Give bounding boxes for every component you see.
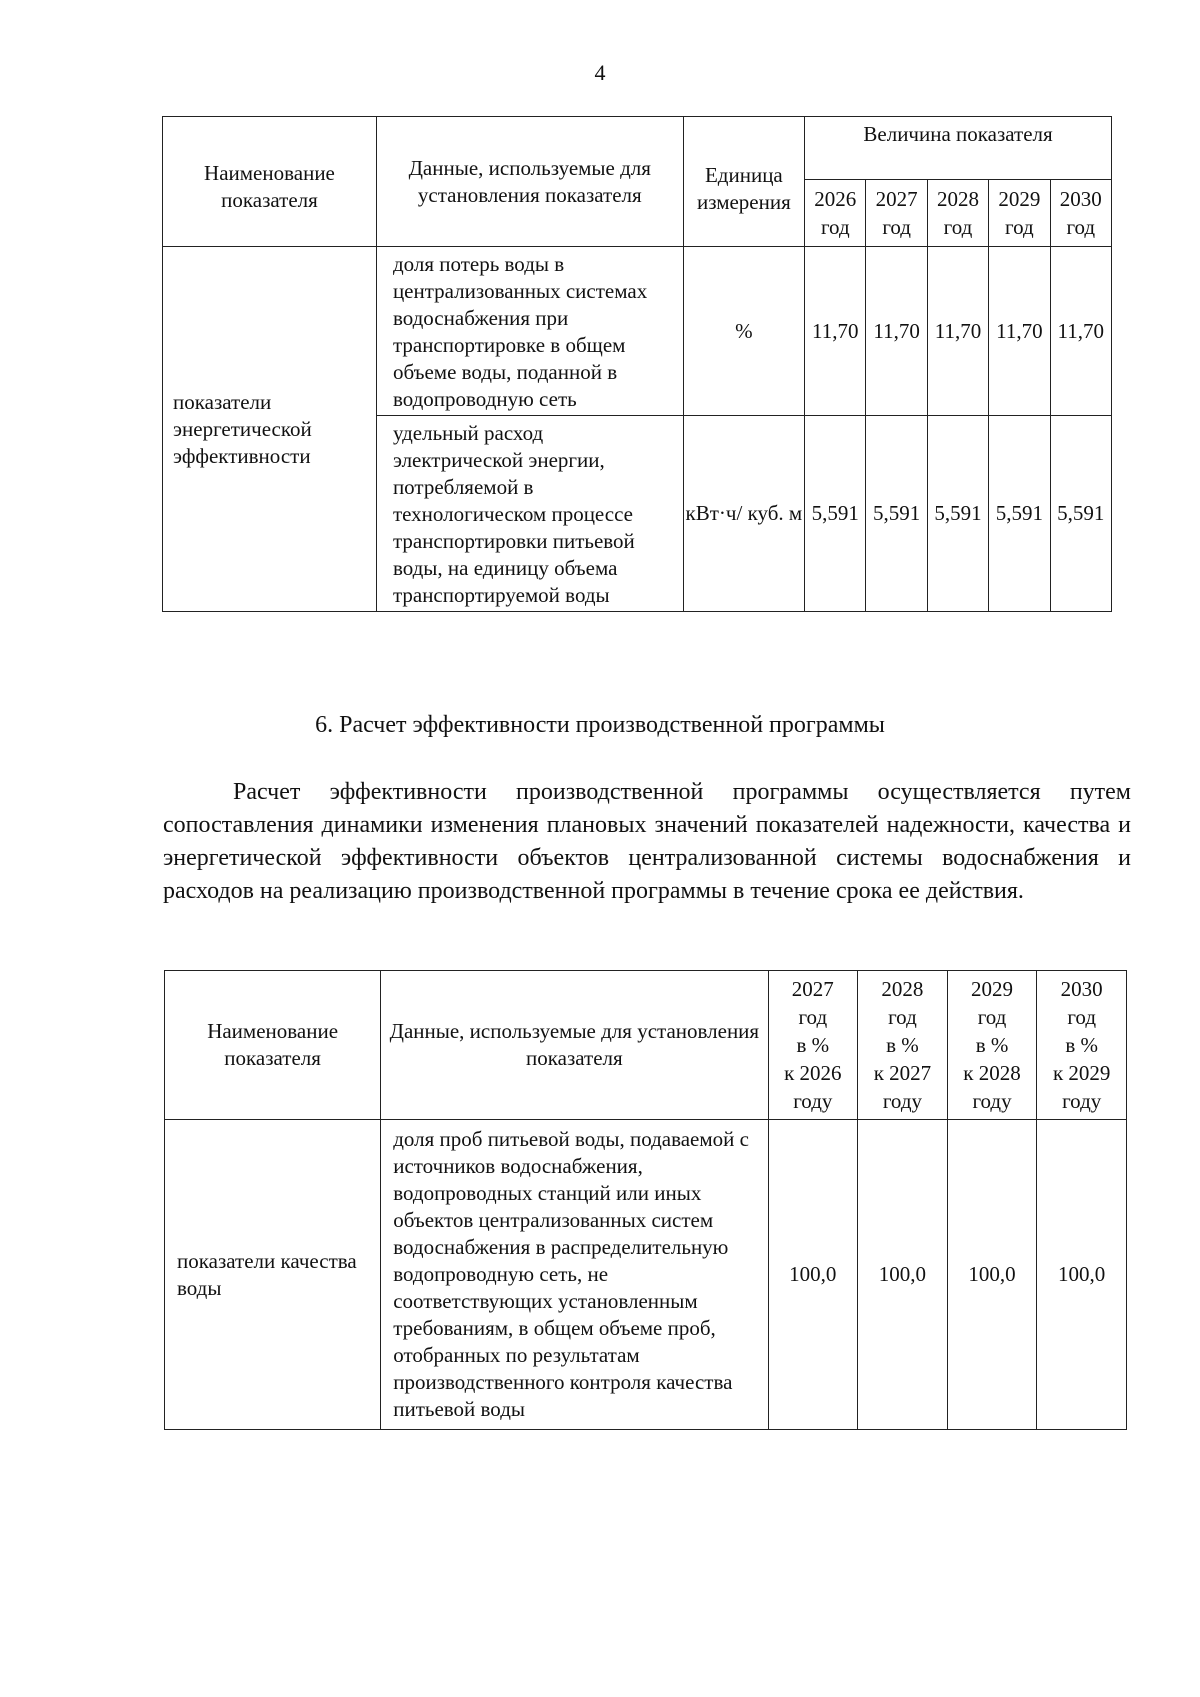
column-header-name: Наименование показателя bbox=[165, 971, 381, 1120]
column-header-year: 2027 год в % к 2026 году bbox=[768, 971, 858, 1120]
table-row bbox=[163, 247, 1112, 416]
column-header-unit: Единица измерения bbox=[683, 117, 804, 247]
indicator-value: 11,70 bbox=[989, 247, 1050, 416]
indicator-group-name: показатели энергетической эффективности bbox=[163, 247, 377, 612]
indicator-value: 100,0 bbox=[1037, 1120, 1127, 1430]
indicator-value: 100,0 bbox=[947, 1120, 1037, 1430]
indicator-value: 11,70 bbox=[927, 247, 988, 416]
energy-efficiency-table bbox=[162, 116, 1112, 612]
page-number: 4 bbox=[594, 60, 606, 85]
indicator-value: 5,591 bbox=[989, 416, 1050, 612]
indicator-value: 5,591 bbox=[1050, 416, 1111, 612]
indicator-data: удельный расход электрической энергии, потребляемой в технологическом процессе транспортировки питьевой воды, на единицу объема транспортируемой воды bbox=[376, 416, 683, 612]
column-header-year: 2026 год bbox=[805, 180, 866, 247]
indicator-group-name: показатели качества воды bbox=[165, 1120, 381, 1430]
table-row bbox=[165, 1120, 1127, 1430]
column-header-value: Величина показателя bbox=[805, 117, 1112, 180]
column-header-data: Данные, используемые для установления показателя bbox=[381, 971, 768, 1120]
table-header-row bbox=[165, 971, 1127, 1120]
column-header-data: Данные, используемые для установления показателя bbox=[376, 117, 683, 247]
indicator-value: 100,0 bbox=[858, 1120, 948, 1430]
column-header-year: 2030 год bbox=[1050, 180, 1111, 247]
indicator-data: доля потерь воды в централизованных системах водоснабжения при транспортировке в общем объеме воды, поданной в водопроводную сеть bbox=[376, 247, 683, 416]
column-header-year: 2029 год bbox=[989, 180, 1050, 247]
indicator-data: доля проб питьевой воды, подаваемой с источников водоснабжения, водопроводных станций или иных объектов централизованных систем водоснабжения в распределительную водопроводную сеть, не соответствующих установленным требованиям, в общем объеме проб, отобранных по результатам производственного контроля качества питьевой воды bbox=[381, 1120, 768, 1430]
column-header-year: 2027 год bbox=[866, 180, 927, 247]
section-heading: 6. Расчет эффективности производственной программы bbox=[315, 712, 885, 738]
column-header-name: Наименование показателя bbox=[163, 117, 377, 247]
table-header-row bbox=[163, 117, 1112, 180]
indicator-value: 11,70 bbox=[805, 247, 866, 416]
indicator-unit: % bbox=[683, 247, 804, 416]
indicator-value: 11,70 bbox=[866, 247, 927, 416]
efficiency-calculation-table bbox=[164, 970, 1127, 1430]
indicator-value: 5,591 bbox=[866, 416, 927, 612]
indicator-value: 5,591 bbox=[927, 416, 988, 612]
column-header-year: 2028 год в % к 2027 году bbox=[858, 971, 948, 1120]
column-header-year: 2030 год в % к 2029 году bbox=[1037, 971, 1127, 1120]
indicator-value: 5,591 bbox=[805, 416, 866, 612]
column-header-year: 2028 год bbox=[927, 180, 988, 247]
indicator-value: 11,70 bbox=[1050, 247, 1111, 416]
indicator-value: 100,0 bbox=[768, 1120, 858, 1430]
column-header-year: 2029 год в % к 2028 году bbox=[947, 971, 1037, 1120]
indicator-unit: кВт·ч/ куб. м bbox=[683, 416, 804, 612]
section-paragraph: Расчет эффективности производственной программы осуществляется путем сопоставления динамики изменения плановых значений показателей надежности, качества и энергетической эффективности объектов централизованной системы водоснабжения и расходов на реализацию производственной программы в течение срока ее действия. bbox=[163, 779, 1131, 904]
